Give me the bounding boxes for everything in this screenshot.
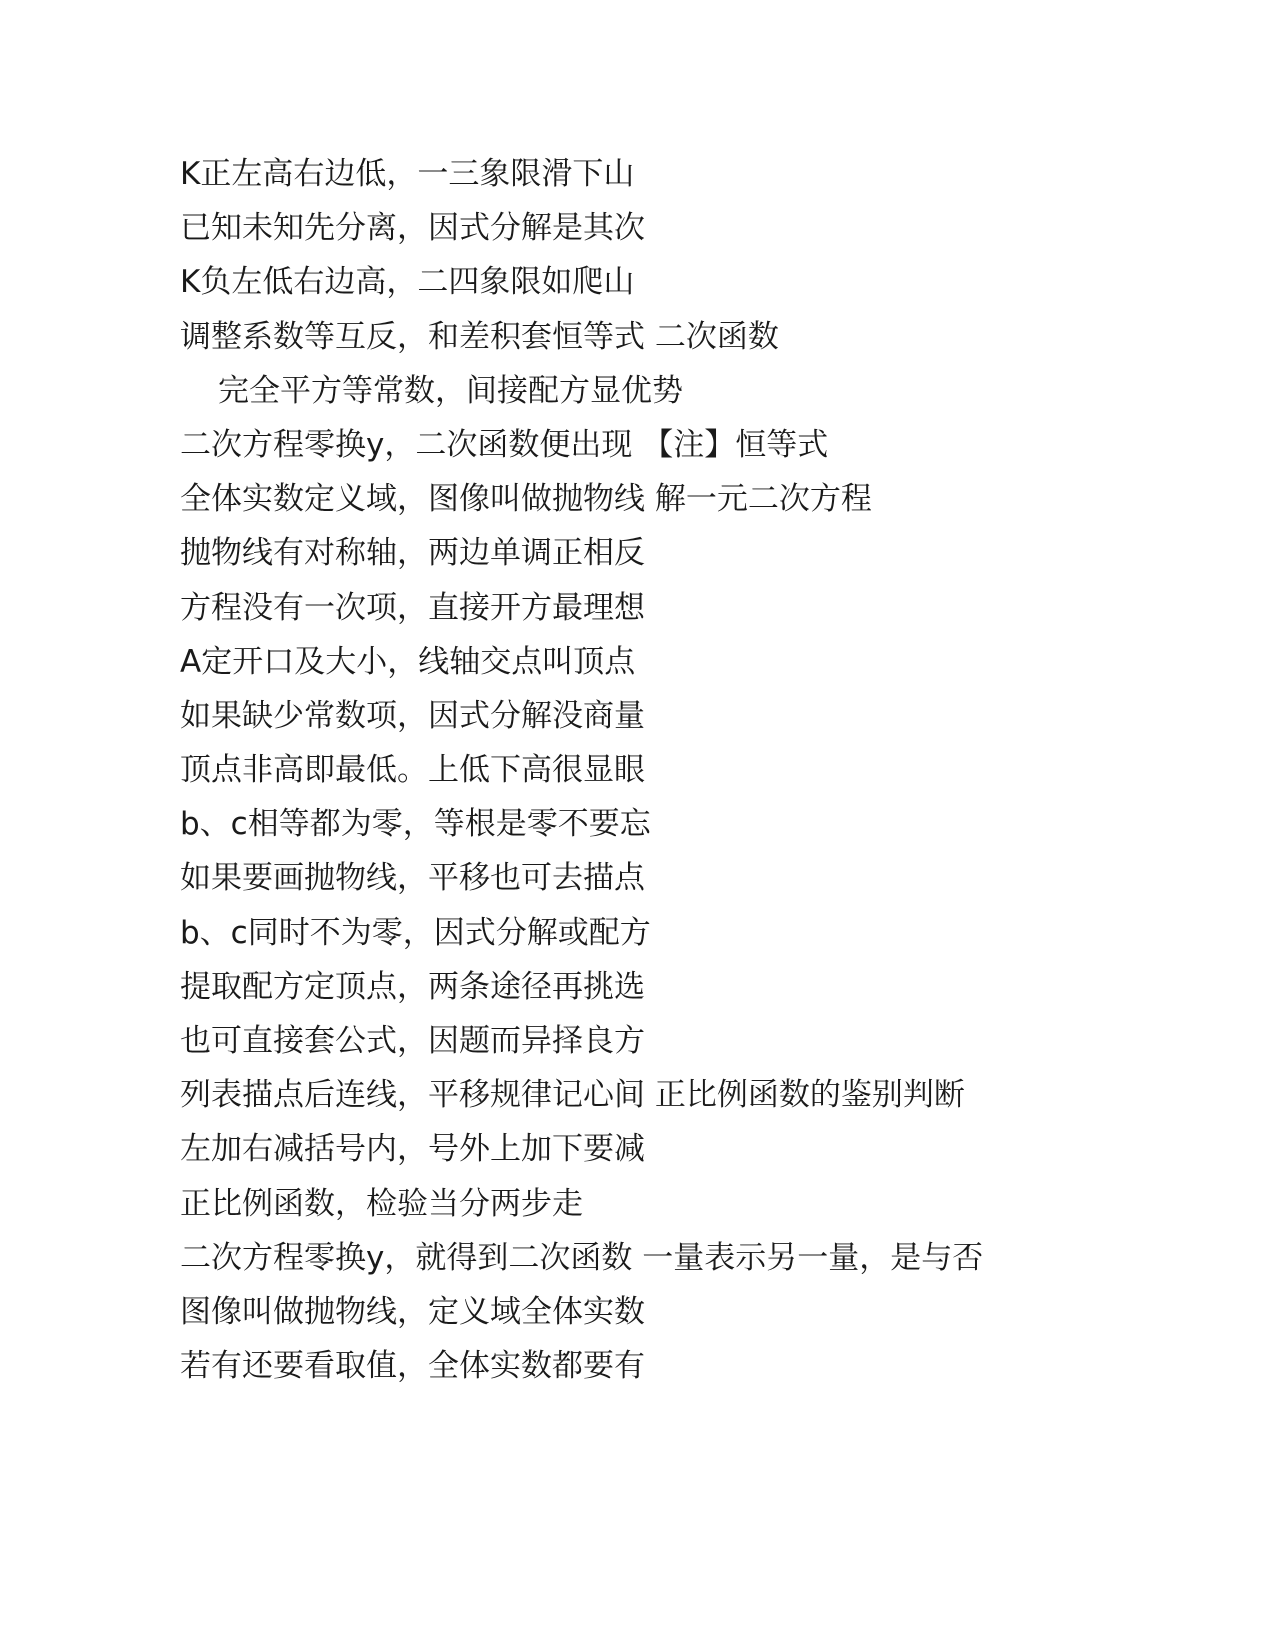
text-line: 调整系数等互反，和差积套恒等式 二次函数	[180, 318, 779, 355]
text-line: 列表描点后连线，平移规律记心间 正比例函数的鉴别判断	[180, 1077, 965, 1114]
text-line: K正左高右边低，一三象限滑下山	[180, 156, 635, 192]
text-line: b、c相等都为零，等根是零不要忘	[180, 806, 651, 843]
text-line: 顶点非高即最低。上低下高很显眼	[180, 752, 645, 789]
text-line: 也可直接套公式，因题而异择良方	[180, 1023, 645, 1059]
text-line: A定开口及大小，线轴交点叫顶点	[180, 643, 636, 680]
text-line: 左加右减括号内，号外上加下要减	[180, 1131, 645, 1168]
text-line: 图像叫做抛物线，定义域全体实数	[180, 1293, 645, 1330]
text-line: 完全平方等常数，间接配方显优势	[218, 372, 683, 409]
text-line: 若有还要看取值，全体实数都要有	[180, 1348, 645, 1385]
text-line: b、c同时不为零，因式分解或配方	[180, 914, 651, 951]
text-line: 二次方程零换y，二次函数便出现 【注】恒等式	[180, 426, 829, 463]
text-line: 已知未知先分离，因式分解是其次	[180, 210, 645, 247]
text-line: 二次方程零换y，就得到二次函数 一量表示另一量，是与否	[180, 1239, 984, 1276]
text-line: K负左低右边高，二四象限如爬山	[180, 264, 635, 301]
text-line: 如果要画抛物线，平移也可去描点	[180, 860, 645, 897]
text-line: 提取配方定顶点，两条途径再挑选	[180, 968, 645, 1005]
text-line: 抛物线有对称轴，两边单调正相反	[180, 535, 645, 572]
text-line: 全体实数定义域，图像叫做抛物线 解一元二次方程	[180, 481, 872, 518]
document-body	[180, 154, 1080, 1400]
text-line: 如果缺少常数项，因式分解没商量	[180, 697, 645, 734]
text-line: 方程没有一次项，直接开方最理想	[180, 589, 645, 626]
text-line: 正比例函数，检验当分两步走	[180, 1185, 583, 1222]
